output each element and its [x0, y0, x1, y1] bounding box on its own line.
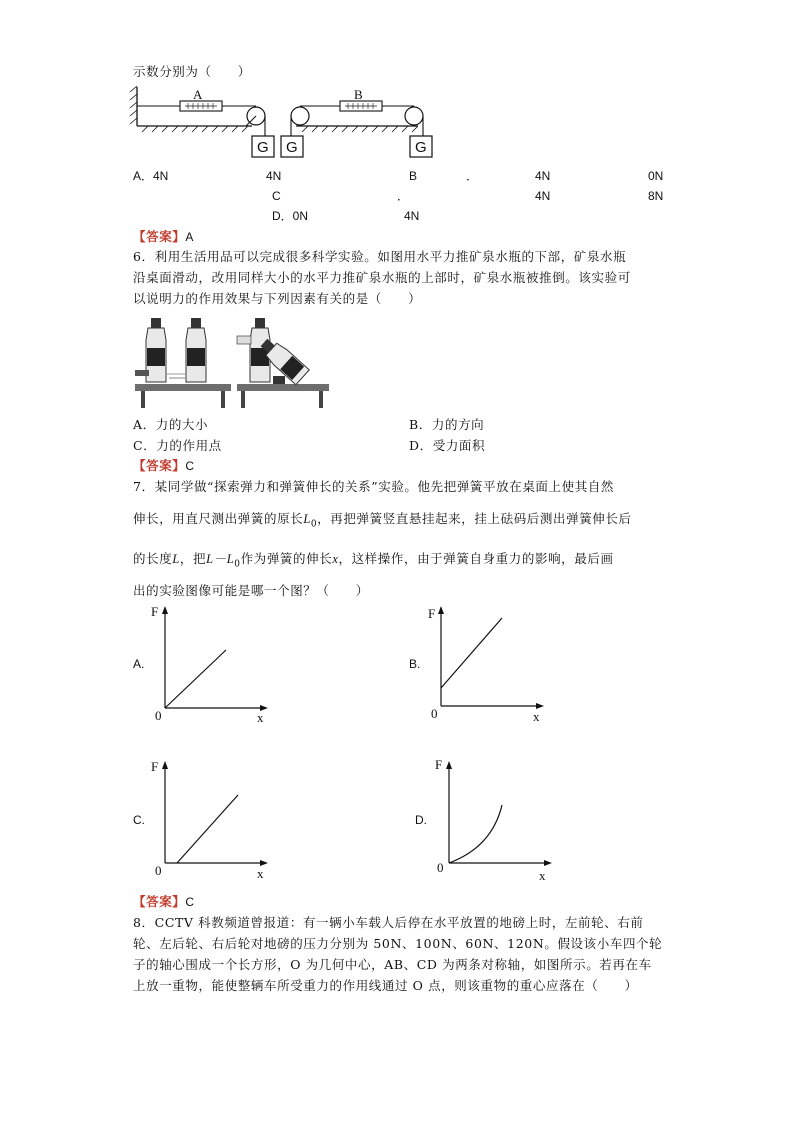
y-axis-label: F: [428, 606, 436, 621]
q8-stem-line-4: 上放一重物，能使整辆车所受重力的作用线通过 O 点，则该重物的重心应落在（ ）: [133, 978, 638, 993]
text-run: 伸长，用直尺测出弹簧的原长: [133, 511, 304, 526]
symbol-l: L: [172, 552, 180, 566]
q7-stem-line-4: 出的实验图像可能是哪一个图？（ ）: [133, 583, 369, 598]
q7-graph-d-option: D.: [415, 813, 427, 827]
q7-graph-d: [434, 755, 559, 883]
text-run: ，这样操作，由于弹簧自身重力的影响，最后画: [338, 551, 614, 566]
q6-answer: [133, 458, 194, 474]
q5-weight-label-2: G: [286, 139, 298, 156]
q6-option-a: A．力的大小: [133, 417, 209, 432]
q8-stem-line-2: 轮、左后轮、右后轮对地磅的压力分别为 50N、100N、60N、120N。假设该小车四个轮: [133, 936, 663, 951]
q7-graph-c: [150, 755, 275, 880]
q6-stem-line-1: 6．利用生活用品可以完成很多科学实验。如图用水平力推矿泉水瓶的下部，矿泉水瓶: [133, 249, 627, 264]
q5-option-a: A．4N: [133, 169, 169, 183]
q5-weight-label-3: G: [415, 139, 427, 156]
q7-answer: [133, 894, 194, 910]
answer-tag: 【答案】: [133, 458, 186, 473]
text-run: 作为弹簧的伸长: [240, 551, 333, 566]
answer-value: C: [185, 895, 195, 909]
q7-stem-line-3: [133, 551, 614, 573]
q5-option-b-dot: ．: [466, 169, 479, 183]
q8-stem-line-3: 子的轴心围成一个长方形，O 为几何中心，AB、CD 为两条对称轴，如图所示。若再在车: [133, 957, 652, 972]
symbol-l: L: [303, 512, 311, 526]
q5-option-c-value-2: 8N: [648, 189, 664, 203]
q5-scale-b-label: B: [354, 87, 363, 102]
q7-graph-c-option: C.: [133, 813, 145, 827]
answer-value: A: [185, 230, 194, 244]
q6-option-c: C．力的作用点: [133, 438, 222, 453]
q6-stem-line-2: 沿桌面滑动，改用同样大小的水平力推矿泉水瓶的上部时，矿泉水瓶被推倒。该实验可: [133, 270, 631, 285]
q5-answer: [133, 229, 193, 245]
symbol-x: x: [332, 552, 339, 566]
origin-label: 0: [155, 708, 162, 723]
x-axis-label: x: [257, 866, 264, 881]
q5-weight-label-1: G: [257, 139, 269, 156]
x-axis-label: x: [257, 710, 264, 725]
q5-option-b-value-2: 0N: [648, 169, 664, 183]
q7-graph-b-option: B.: [409, 657, 421, 671]
q5-spring-scale-figure: [0, 0, 794, 170]
q5-option-c: C: [272, 189, 281, 203]
q7-graph-a-option: A.: [133, 657, 145, 671]
q6-stem-line-3: 以说明力的作用效果与下列因素有关的是（ ）: [133, 291, 422, 306]
q8-stem-line-1: 8．CCTV 科教频道曾报道：有一辆小车载人后停在水平放置的地磅上时，左前轮、右前: [133, 915, 644, 930]
q7-stem-line-1: 7．某同学做“探索弹力和弹簧伸长的关系”实验。他先把弹簧平放在桌面上使其自然: [133, 479, 615, 494]
q5-stem-tail: 示数分别为（ ）: [133, 64, 251, 79]
q5-option-b-value-1: 4N: [535, 169, 551, 183]
expression-l-minus-l0: L－L: [206, 552, 235, 566]
y-axis-label: F: [151, 759, 159, 774]
subscript-0: 0: [234, 559, 241, 570]
text-run: ，再把弹簧竖直悬挂起来，挂上砝码后测出弹簧伸长后: [317, 511, 632, 526]
x-axis-label: x: [539, 868, 546, 883]
q6-bottle-photo: [133, 312, 333, 410]
x-axis-label: x: [533, 709, 540, 724]
y-axis-label: F: [151, 604, 159, 619]
text-run: 的长度: [133, 551, 173, 566]
q6-option-b: B．力的方向: [409, 417, 485, 432]
q5-option-d: D．0N: [272, 209, 309, 223]
q5-option-b: B: [409, 169, 418, 183]
q5-option-c-dot: ．: [397, 189, 410, 203]
y-axis-label: F: [435, 757, 443, 772]
origin-label: 0: [431, 706, 438, 721]
q5-option-c-value-1: 4N: [535, 189, 551, 203]
origin-label: 0: [155, 863, 162, 878]
origin-label: 0: [437, 860, 444, 875]
text-run: ，把: [179, 551, 207, 566]
q7-stem-line-2: [133, 511, 632, 533]
answer-tag: 【答案】: [133, 894, 186, 909]
answer-tag: 【答案】: [133, 229, 186, 244]
q5-option-d-value: 4N: [404, 209, 420, 223]
answer-value: C: [185, 459, 195, 473]
q6-option-d: D．受力面积: [409, 438, 486, 453]
subscript-0: 0: [310, 519, 318, 530]
q7-graph-b: [426, 598, 551, 723]
q5-option-a-value: 4N: [266, 169, 282, 183]
q7-graph-a: [150, 600, 275, 725]
q5-scale-a-label: A: [193, 87, 203, 102]
